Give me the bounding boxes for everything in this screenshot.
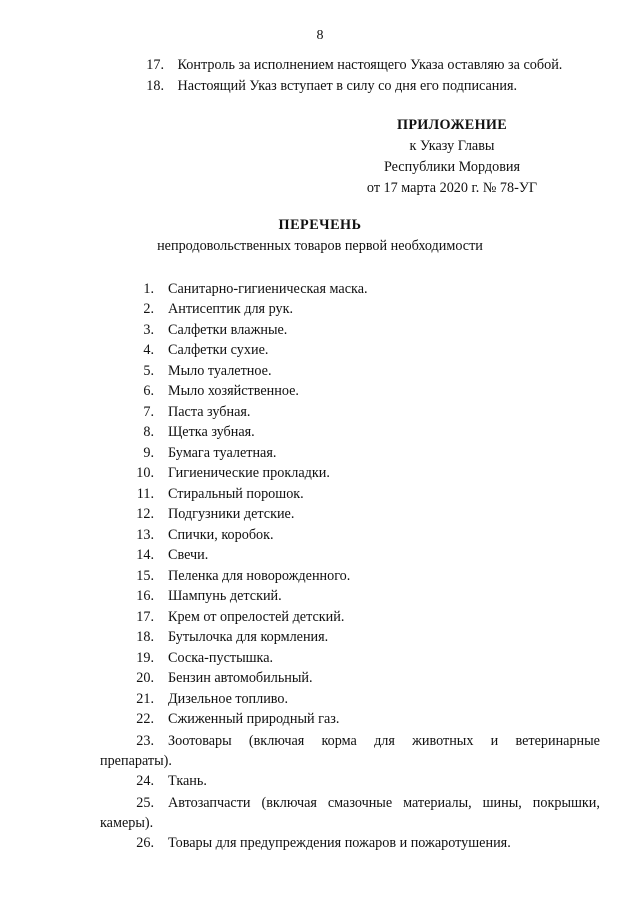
list-item-first-line	[120, 731, 600, 751]
list-item-number: 5.	[143, 363, 154, 379]
list-item-word: животных	[412, 733, 474, 749]
list-item	[120, 423, 255, 441]
list-item	[120, 485, 304, 503]
list-item-number: 24.	[136, 773, 154, 789]
list-item-text: Дизельное топливо.	[168, 691, 289, 707]
list-item-first-line	[120, 793, 600, 813]
list-title	[0, 215, 640, 257]
list-item-text: Соска-пустышка.	[168, 650, 274, 666]
list-item-text: Мыло туалетное.	[168, 363, 272, 379]
list-item-number: 23.	[136, 733, 154, 749]
list-item-text	[168, 731, 600, 751]
appendix-line-1: к Указу Главы	[409, 138, 495, 154]
list-item-number: 26.	[136, 835, 154, 851]
clause-number: 17.	[146, 57, 164, 73]
clause-18	[140, 77, 517, 95]
list-item	[120, 546, 208, 564]
list-item-number: 12.	[136, 506, 154, 522]
appendix-block	[332, 115, 572, 199]
list-item-text: Антисептик для рук.	[168, 301, 294, 317]
list-item-word: корма	[321, 733, 357, 749]
list-item-text: Товары для предупреждения пожаров и пожаротушения.	[168, 835, 511, 851]
list-item-text: Стиральный порошок.	[168, 486, 304, 502]
list-item-text: Сжиженный природный газ.	[168, 711, 340, 727]
list-item-number: 16.	[136, 588, 154, 604]
list-item-word: смазочные	[327, 795, 393, 811]
appendix-line-2: Республики Мордовия	[383, 159, 521, 175]
list-item	[120, 690, 288, 708]
list-item-word: покрышки,	[532, 795, 600, 811]
list-item-word: Автозапчасти	[168, 795, 251, 811]
clause-text: Настоящий Указ вступает в силу со дня его подписания.	[177, 78, 518, 94]
list-item-number: 20.	[136, 670, 154, 686]
list-item-number: 6.	[143, 383, 154, 399]
list-item-number: 1.	[143, 281, 154, 297]
list-item-word: материалы,	[403, 795, 472, 811]
clause-17	[140, 56, 562, 74]
list-item	[120, 526, 274, 544]
list-item-number: 10.	[136, 465, 154, 481]
list-heading: ПЕРЕЧЕНЬ	[278, 217, 362, 233]
list-item-text: Ткань.	[168, 773, 207, 789]
list-item-text: Гигиенические прокладки.	[168, 465, 330, 481]
list-item	[120, 567, 350, 585]
list-item-number: 11.	[136, 486, 154, 502]
list-item-word: шины,	[482, 795, 522, 811]
list-item-number: 14.	[136, 547, 154, 563]
list-item	[120, 834, 511, 852]
list-item	[120, 444, 276, 462]
list-item	[120, 280, 368, 298]
list-item-number: 22.	[136, 711, 154, 727]
list-item	[120, 321, 287, 339]
list-item-word: (включая	[261, 795, 317, 811]
list-item-word: и	[490, 733, 499, 749]
list-item-text: Паста зубная.	[168, 404, 251, 420]
page-number: 8	[316, 28, 324, 43]
list-item-number: 17.	[136, 609, 154, 625]
list-item	[120, 300, 293, 318]
list-item-text: Спички, коробок.	[168, 527, 274, 543]
list-item-number: 2.	[143, 301, 154, 317]
list-item-text: Крем от опрелостей детский.	[168, 609, 345, 625]
list-item-number: 3.	[143, 322, 154, 338]
list-item-continuation: препараты).	[100, 753, 172, 769]
list-item	[120, 505, 294, 523]
clause-text: Контроль за исполнением настоящего Указа оставляю за собой.	[177, 57, 563, 73]
list-item	[120, 628, 328, 646]
list-item-word: (включая	[248, 733, 305, 749]
list-item	[120, 587, 282, 605]
list-item	[100, 731, 600, 771]
list-item	[120, 403, 250, 421]
list-item-number: 7.	[143, 404, 154, 420]
list-item-text: Салфетки сухие.	[168, 342, 269, 358]
list-item	[120, 710, 339, 728]
list-item-number: 15.	[136, 568, 154, 584]
list-item-word: Зоотовары	[168, 733, 232, 749]
list-item-number: 9.	[143, 445, 154, 461]
list-item-text: Мыло хозяйственное.	[168, 383, 299, 399]
list-subheading: непродовольственных товаров первой необходимости	[157, 238, 483, 254]
list-item-text: Бутылочка для кормления.	[168, 629, 329, 645]
list-item	[120, 341, 268, 359]
list-item-number: 25.	[136, 795, 154, 811]
list-item-number: 21.	[136, 691, 154, 707]
list-item-text: Свечи.	[168, 547, 209, 563]
list-item-number: 4.	[143, 342, 154, 358]
list-item-word: для	[374, 733, 395, 749]
list-item	[120, 608, 344, 626]
list-item-continuation: камеры).	[100, 815, 154, 831]
list-item-word: ветеринарные	[515, 733, 600, 749]
appendix-heading: ПРИЛОЖЕНИЕ	[396, 117, 507, 133]
list-item	[120, 772, 207, 790]
list-item-number: 8.	[143, 424, 154, 440]
list-item-text: Подгузники детские.	[168, 506, 295, 522]
list-item-text: Пеленка для новорожденного.	[168, 568, 351, 584]
list-item	[120, 464, 330, 482]
list-item-text: Салфетки влажные.	[168, 322, 288, 338]
list-item	[120, 669, 313, 687]
list-item	[100, 793, 600, 833]
list-item-text: Бумага туалетная.	[168, 445, 277, 461]
list-item-number: 18.	[136, 629, 154, 645]
clause-number: 18.	[146, 78, 164, 94]
list-item-text	[168, 793, 600, 813]
list-item-text: Щетка зубная.	[168, 424, 255, 440]
list-item-text: Санитарно-гигиеническая маска.	[168, 281, 368, 297]
list-item-number: 19.	[136, 650, 154, 666]
list-item	[120, 362, 272, 380]
list-item-text: Шампунь детский.	[168, 588, 282, 604]
list-item	[120, 649, 273, 667]
appendix-line-3: от 17 марта 2020 г. № 78-УГ	[366, 180, 538, 196]
list-item-number: 13.	[136, 527, 154, 543]
list-item-text: Бензин автомобильный.	[168, 670, 313, 686]
list-item	[120, 382, 299, 400]
